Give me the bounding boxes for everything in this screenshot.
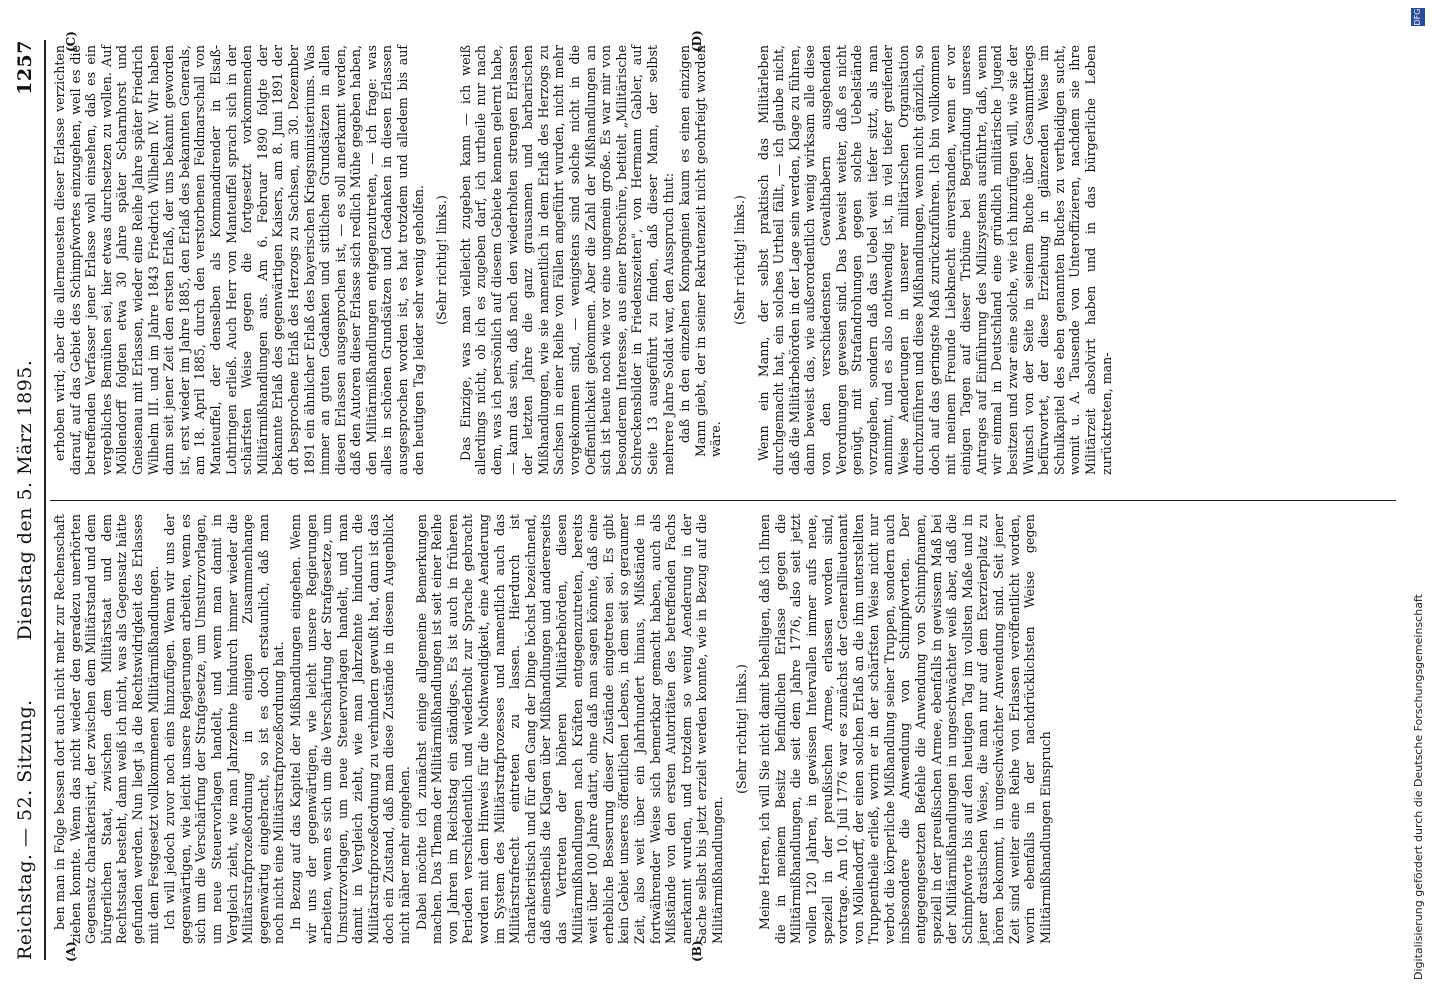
paragraph: Ich will jedoch zuvor noch eins hinzufügen. Wenn wir uns der gegenwärtigen, wie leicht unsere Regierungen arbeiten, wenn es sich um die Verschärfung der Strafgesetze, um Umsturzvorlagen, um neue Steuervorlagen handelt, und wenn man damit in Vergleich zieht, wie man Jahrzehnte hindurch immer wieder die Militärstrafprozeßordnung in einigen Zusammenhange gegenwärtig eingebracht, so ist es doch erstaunlich, daß man noch nicht eine Militärstrafprozeßordnung hat. [162, 514, 287, 944]
paragraph: Das Einzige, was man vielleicht zugeben kann — ich weiß allerdings nicht, ob ich es zugeben darf, ich urtheile nur nach dem, was ich persönlich auf diesem Gebiete kennen gelernt habe, — kann das sein, daß nach den wiederholten strengen Erlassen der letzten Jahre die ganz grausamen und barbarischen Mißhandlungen, wie sie namentlich in dem Erlaß des Herzogs zu Sachsen in einer Reihe von Fällen angeführt wurden, nicht mehr vorgekommen sind, — wenigstens sind solche nicht in die Oeffentlichkeit gekommen. Aber die Zahl der Mißhandlungen an sich ist heute noch wie vor eine ungemein große. Es war mir von besonderem Interesse, aus einer Broschüre, betitelt „Militärische Schreckensbilder in Friedenszeiten", von Hermann Gabler, auf Seite 13 ausgeführt zu finden, daß dieser Mann, der selbst mehrere Jahre Soldat war, den Ausspruch thut: [457, 45, 676, 475]
paragraph: Dabei möchte ich zunächst einige allgemeine Bemerkungen machen. Das Thema der Militärmißhandlungen ist seit einer Reihe von Jahren im Reichstag ein ständiges. Es ist auch in früheren Perioden verschiedentlich und wiederholt zur Sprache gebracht worden mit dem Hinweis für die Nothwendigkeit, eine Aenderung im System des Militärstrafprozesses und namentlich auch das Militärstrafrecht eintreten zu lassen. Hierdurch ist charakteristisch und für den Gang der Dinge höchst bezeichnend, daß einestheils die Klagen über Mißhandlungen und andererseits das Vertreten der höheren Militärbehörden, diesen Militärmißhandlungen nach Kräften entgegenzutreten, bereits weit über 100 Jahre datirt, ohne daß man sagen könnte, daß eine erhebliche Besserung dieser Zustände eingetreten sei. Es gibt kein Gebiet unseres öffentlichen Lebens, in dem seit so geraumer Zeit, also weit über ein Jahrhundert hinaus, Mißstände in fortwährender Weise sich bemerkbar gemacht haben, auch als Mißstände von den ersten Autoritäten des betreffenden Fachs anerkannt wurden, und trotzdem so wenig Aenderung in der Sache selbst bis jetzt erzielt werden konnte, wie in Bezug auf die Militärmißhandlungen. [413, 514, 725, 944]
margin-marker-c: (C) [64, 31, 78, 52]
page-number: 1257 [14, 40, 36, 95]
paragraph: ben man in Folge bessen dort auch nicht mehr zur Rechenschaft ziehen konnte. Wenn das nicht wieder den geradezu unerhörten Gegensatz charakterisirt, der zwischen dem Militärstand und dem bürgerlichen Staat, zwischen dem Militärstaat und dem Rechtsstaat besteht, dann weiß ich nicht, was als Gegensatz hätte gefunden werden. Nun liegt ja die Rechtswidrigkeit des Erlasses mit dem Festgesetzt vollkommenen Militärmißhandlungen. [52, 514, 161, 944]
paragraph: erhoben wird; aber die allerneuesten dieser Erlasse verzichten darauf, auf das Gebiet des Schimpfwortes einzugehen, weil es die betreffenden Verfasser jener Erlasse wohl einsehen, daß es ein vergebliches Bemühen sei, hier etwas durchsetzen zu wollen. Auf Möllendorff folgten etwa 30 Jahre später Scharnhorst und Gneisenau mit Erlassen, wieder eine Reihe Jahre später Friedrich Wilhelm III. und im Jahre 1843 Friedrich Wilhelm IV. Wir haben dann seit jener Zeit den ersten Erlaß, der uns bekannt geworden ist, erst wieder im Jahre 1885, den Erlaß des bekannten Generals, am 18. April 1885, durch den verstorbenen Feldmarschall von Manteuffel, der denselben als Kommandirender in Elsaß-Lothringen erließ. Auch Herr von Manteuffel sprach sich in der schärfsten Weise gegen die fortgesetzt vorkommenden Militärmißhandlungen aus. Am 6. Februar 1890 folgte der bekannte Erlaß des gegenwärtigen Kaisers, am 8. Juni 1891 der oft besprochene Erlaß des Herzogs zu Sachsen, am 30. Dezember 1891 ein ähnlicher Erlaß des bayerischen Kriegsministeriums. Was immer an guten Gedanken und sittlichen Grundsätzen in allen diesen Erlassen ausgesprochen ist, — es soll anerkannt werden, daß den Autoren dieser Erlasse sich redlich Mühe gegeben haben, den Militärmißhandlungen entgegenzutreten, — ich frage: was alles in schönen Grundsätzen und Gedanken in diesen Erlassen ausgesprochen worden ist, es hat trotzdem und alledem bis auf den heutigen Tag leider sehr wenig geholfen. [52, 45, 426, 475]
header-session: Reichstag. — 52. Sitzung. [14, 699, 36, 960]
dfg-logo: DFG [1411, 8, 1425, 26]
interjection: (Sehr richtig! links.) [733, 664, 749, 794]
header-date: Dienstag den 5. März 1895. [14, 359, 36, 641]
interjection: (Sehr richtig! links.) [731, 195, 747, 325]
quotation: daß in den einzelnen Kompagnien kaum es einen einzigen Mann giebt, der in seiner Rekrutenzeit nicht geohrfeigt worden wäre. [677, 45, 724, 457]
page-header [8, 40, 42, 960]
paragraph: In Bezug auf das Kapitel der Mißhandlungen eingehen. Wenn wir uns der gegenwärtigen, wie leicht unsere Regierungen arbeiten, wenn es sich um die Verschärfung der Strafgesetze, um Umsturzvorlagen, um neue Steuervorlagen handelt, und man damit in Vergleich zieht, wie man Jahrzehnte hindurch die Militärstrafprozeßordnung zu verhindern gewußt hat, dann ist das doch ein Zustand, daß man diese Zustände in diesem Augenblick nicht näher mehr eingehen. [287, 514, 413, 944]
margin-marker-b: (B) [690, 940, 704, 962]
paragraph: Meine Herren, ich will Sie nicht damit behelligen, daß ich Ihnen die in meinem Besitz befindlichen Erlasse gegen die Militärmißhandlungen, die seit dem Jahre 1776, also seit jetzt vollen 120 Jahren, in gewissen Intervallen immer aufs neue, speziell in der preußischen Armee, erlassen worden sind, vortrage. Am 10. Juli 1776 war es zunächst der Generallieutenant von Möllendorff, der einen solchen Erlaß an die ihm unterstellten Truppentheile erließ, worin er in der schärfsten Weise nicht nur verbot die körperliche Mißhandlung seiner Truppen, sondern auch insbesondere die Anwendung von Schimpfworten. Der entgegengesetzten Befehle die Anwendung von Schimpfnamen, speziell in der preußischen Armee, ebenfalls in gewissem Maß bei der Militärmißhandlungen in ungeschwächter weiß aber, daß die Schimpfworte bis auf den heutigen Tag im vollsten Maße und in jener drastischen Weise, die man nur auf dem Exerzierplatz zu hören bekommt, in ungeschwächter Anwendung sind. Seit jener Zeit sind weiter eine Reihe von Erlassen veröffentlicht worden, worin ebenfalls in der nachdrücklichsten Weise gegen Militärmißhandlungen Einspruch [757, 514, 1053, 944]
digitization-footer [1406, 2, 1432, 992]
margin-marker-d: (D) [690, 30, 704, 52]
right-column [52, 45, 1115, 475]
column-separator [50, 500, 1396, 501]
left-column [52, 514, 1054, 944]
footer-text: Digitalisierung gefördert durch die Deutsche Forschungsgemeinschaft [1412, 594, 1425, 980]
interjection: (Sehr richtig! links.) [434, 195, 450, 325]
margin-marker-a: (A) [64, 941, 78, 962]
header-rule [44, 40, 46, 960]
paragraph: Wenn ein Mann, der selbst praktisch das Militärleben durchgemacht hat, ein solches Urtheil fällt, — ich glaube nicht, daß die Militärbehörden in der Lage sein werden, Klage zu führen, dann beweist das, wie außerordentlich wenig wirksam alle diese von den verschiedensten Gewalthabern ausgehenden Verordnungen gewesen sind. Das beweist weiter, daß es nicht genügt, mit Strafandrohungen gegen solche Uebelstände vorzugehen, sondern daß das Uebel weit tiefer sitzt, als man annimmt, und es also nothwendig ist, in viel tiefer greifender Weise Aenderungen in unserer militärischen Organisation durchzuführen und diese Mißhandlungen, wenn nicht gänzlich, so doch auf das geringste Maß zurückzuführen. Ich bin vollkommen mit meinem Freunde Liebknecht einverstanden, wenn er vor einigen Tagen auf dieser Tribüne bei Begründung unseres Antrages auf Einführung des Milizsystems ausführte, daß, wenn wir einmal in Deutschland eine gründlich militärische Jugend besitzen und zwar eine solche, wie ich hinzufügen will, wie sie der Wunsch von der Seite in seinem Buche über Gesammtkriegs befürwortet, der diese Erziehung in glänzenden Weise im Schulkapitel des eben genannten Buches zu vertheidigen sucht, womit u. A. Tausende von Unteroffizieren, nachdem sie ihre Militärzeit absolvirt haben und in das bürgerliche Leben zurücktreten, man- [755, 45, 1114, 475]
